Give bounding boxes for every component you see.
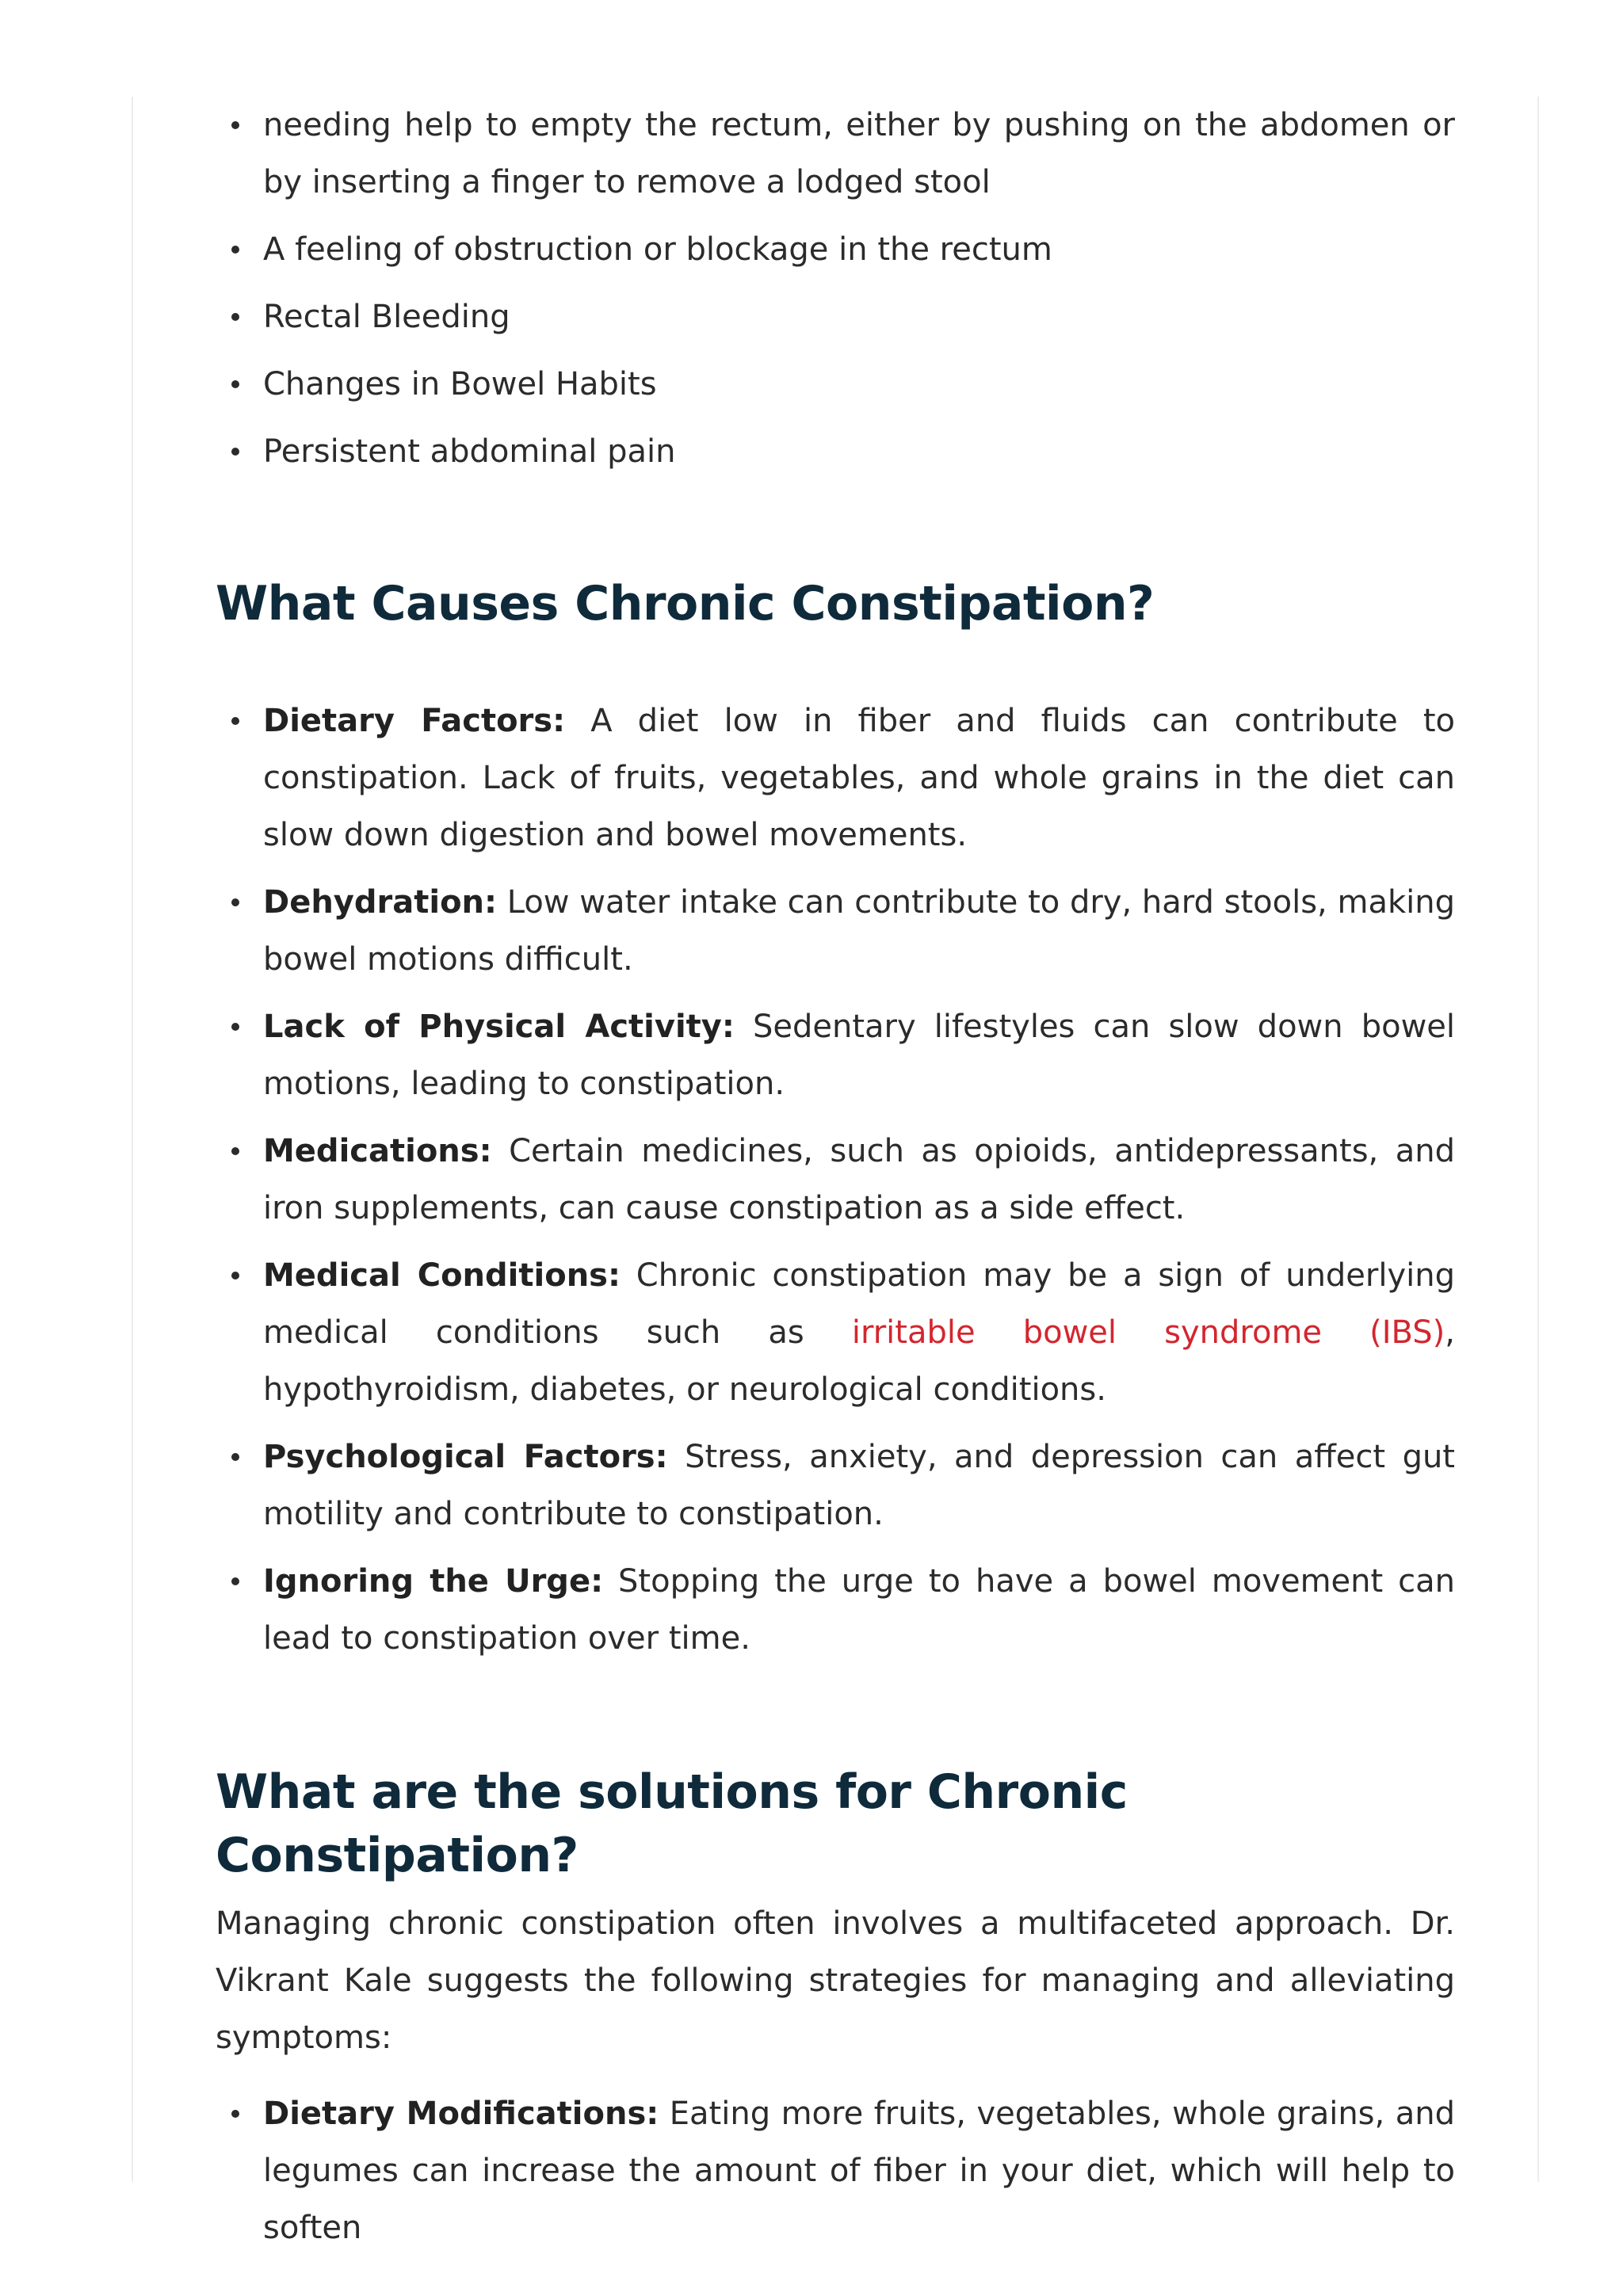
ibs-link[interactable]: irritable bowel syndrome (IBS) [851, 1314, 1445, 1351]
list-item-text: Stress, anxiety, and depression can affect gut motility and contribute to constipation. [263, 1439, 1455, 1532]
list-item [216, 1247, 1455, 1418]
symptoms-list [216, 97, 1455, 490]
list-item-term: Psychological Factors: [263, 1439, 668, 1475]
list-item-text: Eating more fruits, vegetables, whole grains, and legumes can increase the amount of fiber in your diet, which will help to soften [263, 2096, 1455, 2246]
list-item [216, 221, 1455, 278]
list-item [216, 874, 1455, 988]
list-item-text: Stopping the urge to have a bowel movement can lead to constipation over time. [263, 1563, 1456, 1657]
list-item [216, 1553, 1455, 1667]
list-item-text: A diet low in fiber and fluids can contribute to constipation. Lack of fruits, vegetables, and whole grains in the diet can slow down digestion and bowel movements. [263, 703, 1455, 853]
list-item-term: Dehydration: [263, 884, 498, 921]
list-item [216, 692, 1455, 864]
list-item-text: Sedentary lifestyles can slow down bowel motions, leading to constipation. [263, 1009, 1456, 1102]
list-item-text: Low water intake can contribute to dry, hard stools, making bowel motions difficult. [263, 884, 1455, 978]
list-item-text: needing help to empty the rectum, either by pushing on the abdomen or by inserting a finger to remove a lodged stool [263, 107, 1455, 200]
causes-heading: What Causes Chronic Constipation? [216, 576, 1155, 631]
solutions-intro: Managing chronic constipation often involves a multifaceted approach. Dr. Vikrant Kale suggests the following strategies for managing and alleviating symptoms: [216, 1905, 1455, 2056]
solutions-heading: What are the solutions for Chronic Constipation? [216, 1764, 1128, 1883]
article-content-frame [132, 97, 1539, 2246]
list-item-text: Chronic constipation may be a sign of underlying medical conditions such as [263, 1257, 1456, 1351]
solutions-list [216, 2085, 1455, 2267]
list-item [216, 356, 1455, 413]
list-item-term: Ignoring the Urge: [263, 1563, 604, 1600]
list-item-term: Lack of Physical Activity: [263, 1009, 735, 1045]
list-item-text: A feeling of obstruction or blockage in the rectum [263, 231, 1052, 268]
causes-list [216, 692, 1455, 1677]
list-item-text: Persistent abdominal pain [263, 433, 676, 470]
list-item [216, 1123, 1455, 1237]
list-item [216, 998, 1455, 1112]
list-item [216, 2085, 1455, 2256]
list-item [216, 1428, 1455, 1543]
list-item-text: Rectal Bleeding [263, 299, 510, 335]
list-item [216, 288, 1455, 345]
list-item-text: Certain medicines, such as opioids, antidepressants, and iron supplements, can cause constipation as a side effect. [263, 1133, 1455, 1226]
list-item [216, 423, 1455, 480]
list-item-text: , hypothyroidism, diabetes, or neurological conditions. [263, 1314, 1455, 1408]
list-item-term: Dietary Factors: [263, 703, 566, 739]
list-item-term: Medications: [263, 1133, 492, 1169]
list-item-term: Dietary Modifications: [263, 2096, 659, 2132]
list-item-text: Changes in Bowel Habits [263, 366, 657, 402]
list-item [216, 97, 1455, 211]
list-item-term: Medical Conditions: [263, 1257, 621, 1294]
